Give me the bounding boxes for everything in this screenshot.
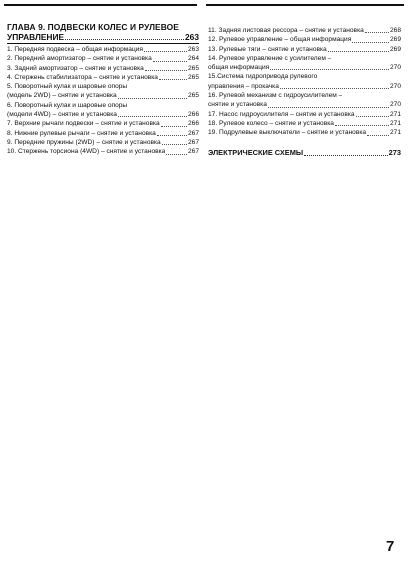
toc-entry[interactable] [208, 72, 401, 81]
toc-entry-page: 269 [389, 36, 401, 44]
toc-entry[interactable] [7, 119, 199, 128]
toc-entry[interactable] [7, 147, 199, 156]
toc-entry-page: 270 [389, 82, 401, 90]
toc-entry-title: 9. Передние пружины (2WD) – снятие и установка [7, 138, 161, 146]
leader-dots [144, 51, 187, 52]
toc-entry-page: 267 [187, 129, 199, 137]
leader-dots [153, 61, 187, 62]
toc-entry-title: 19. Подрулевые выключатели – снятие и установка [208, 129, 367, 137]
toc-entry[interactable] [7, 129, 199, 138]
right-entry-list [208, 26, 401, 138]
toc-entry-page: 267 [187, 148, 199, 156]
toc-right-column [208, 26, 401, 158]
toc-entry-page: 271 [389, 129, 401, 137]
toc-entry-title: общая информация [208, 64, 270, 72]
toc-entry-title: 2. Передний амортизатор – снятие и установка [7, 55, 152, 63]
toc-entry-page: 267 [187, 138, 199, 146]
toc-entry[interactable] [7, 138, 199, 147]
toc-entry-title: 6. Поворотный кулак и шаровые опоры [7, 101, 128, 109]
toc-entry-title: 16. Рулевой механизм с гидроусилителем – [208, 92, 343, 100]
toc-entry-title: (модели 4WD) – снятие и установка [7, 111, 117, 119]
leader-dots [162, 144, 187, 145]
leader-dots [118, 116, 187, 117]
toc-entry-title: 11. Задняя листовая рессора – снятие и установка [208, 27, 364, 34]
toc-left-column [7, 22, 199, 157]
toc-entry[interactable] [208, 45, 401, 54]
toc-entry-page: 265 [187, 73, 199, 81]
leader-dots [304, 155, 388, 156]
leader-dots [65, 39, 184, 40]
leader-dots [166, 154, 187, 155]
toc-entry-page: 270 [389, 101, 401, 109]
leader-dots [270, 69, 389, 70]
toc-entry[interactable] [7, 82, 199, 91]
leader-dots [367, 135, 389, 136]
toc-entry-page: 266 [187, 111, 199, 119]
toc-entry[interactable] [7, 73, 199, 82]
toc-entry-title: 7. Верхние рычаги подвески – снятие и установка [7, 120, 160, 128]
toc-entry-page: 268 [389, 27, 401, 34]
toc-entry[interactable] [7, 110, 199, 119]
toc-entry-page: 265 [187, 64, 199, 72]
toc-entry[interactable] [208, 35, 401, 44]
toc-entry[interactable] [7, 54, 199, 63]
toc-entry[interactable] [7, 45, 199, 54]
leader-dots [328, 51, 389, 52]
electrical-section-row[interactable] [208, 148, 401, 158]
toc-entry-title: 4. Стержень стабилизатора – снятие и установка [7, 73, 158, 81]
toc-entry[interactable] [7, 91, 199, 100]
chapter-title-line1: ГЛАВА 9. ПОДВЕСКИ КОЛЕС И РУЛЕВОЕ [7, 22, 179, 32]
toc-entry[interactable] [208, 26, 401, 35]
leader-dots [335, 125, 389, 126]
electrical-page: 273 [388, 147, 401, 157]
leader-dots [356, 116, 389, 117]
toc-entry-page: 263 [187, 46, 199, 53]
toc-entry-page: 269 [389, 45, 401, 53]
toc-entry-page: 270 [389, 64, 401, 72]
left-entry-list [7, 45, 199, 157]
page-number: 7 [386, 538, 395, 555]
toc-entry-title: 1. Передняя подвеска – общая информация [7, 46, 144, 53]
toc-entry-title: 15.Система гидропривода рулевого [208, 73, 318, 81]
toc-entry[interactable] [208, 54, 401, 63]
leader-dots [365, 32, 389, 33]
toc-entry-title: 18. Рулевое колесо – снятие и установка [208, 119, 334, 127]
leader-dots [157, 135, 187, 136]
toc-entry-title: 10. Стержень торсиона (4WD) – снятие и установка [7, 148, 166, 156]
toc-entry-page: 264 [187, 55, 199, 63]
toc-entry-title: 8. Нижние рулевые рычаги – снятие и установка [7, 129, 156, 137]
toc-entry[interactable] [7, 101, 199, 110]
leader-dots [145, 70, 187, 71]
toc-entry-title: управления – прокачка [208, 82, 279, 90]
toc-entry-title: 14. Рулевое управление с усилителем – [208, 54, 332, 62]
leader-dots [280, 88, 389, 89]
toc-entry[interactable] [7, 64, 199, 73]
leader-dots [352, 42, 389, 43]
toc-entry[interactable] [208, 82, 401, 91]
leader-dots [118, 98, 187, 99]
toc-entry-page: 271 [389, 119, 401, 127]
toc-entry[interactable] [208, 100, 401, 109]
toc-entry-page: 265 [187, 92, 199, 100]
top-rule-right [206, 4, 404, 6]
toc-entry-title: (модель 2WD) – снятие и установка [7, 92, 117, 100]
leader-dots [159, 79, 187, 80]
toc-entry-title: снятие и установка [208, 101, 267, 109]
chapter-page: 263 [185, 32, 199, 42]
chapter-divider [7, 43, 199, 44]
chapter-title-row[interactable] [7, 32, 199, 42]
leader-dots [161, 126, 187, 127]
toc-entry[interactable] [208, 91, 401, 100]
chapter-title-line2: УПРАВЛЕНИЕ [7, 32, 65, 42]
toc-entry-title: 3. Задний амортизатор – снятие и установка [7, 64, 144, 72]
toc-entry[interactable] [208, 119, 401, 128]
toc-entry-title: 17. Насос гидроусилителя – снятие и установка [208, 110, 355, 118]
toc-entry-page: 266 [187, 120, 199, 128]
toc-entry-title: 5. Поворотный кулак и шаровые опоры [7, 83, 128, 91]
toc-entry[interactable] [208, 128, 401, 137]
toc-entry[interactable] [208, 110, 401, 119]
leader-dots [268, 107, 389, 108]
toc-entry[interactable] [208, 63, 401, 72]
electrical-title: ЭЛЕКТРИЧЕСКИЕ СХЕМЫ [208, 147, 304, 157]
toc-entry-page: 271 [389, 110, 401, 118]
toc-entry-title: 12. Рулевое управление – общая информация [208, 36, 352, 44]
toc-entry-title: 13. Рулевые тяги – снятие и установка [208, 45, 327, 53]
